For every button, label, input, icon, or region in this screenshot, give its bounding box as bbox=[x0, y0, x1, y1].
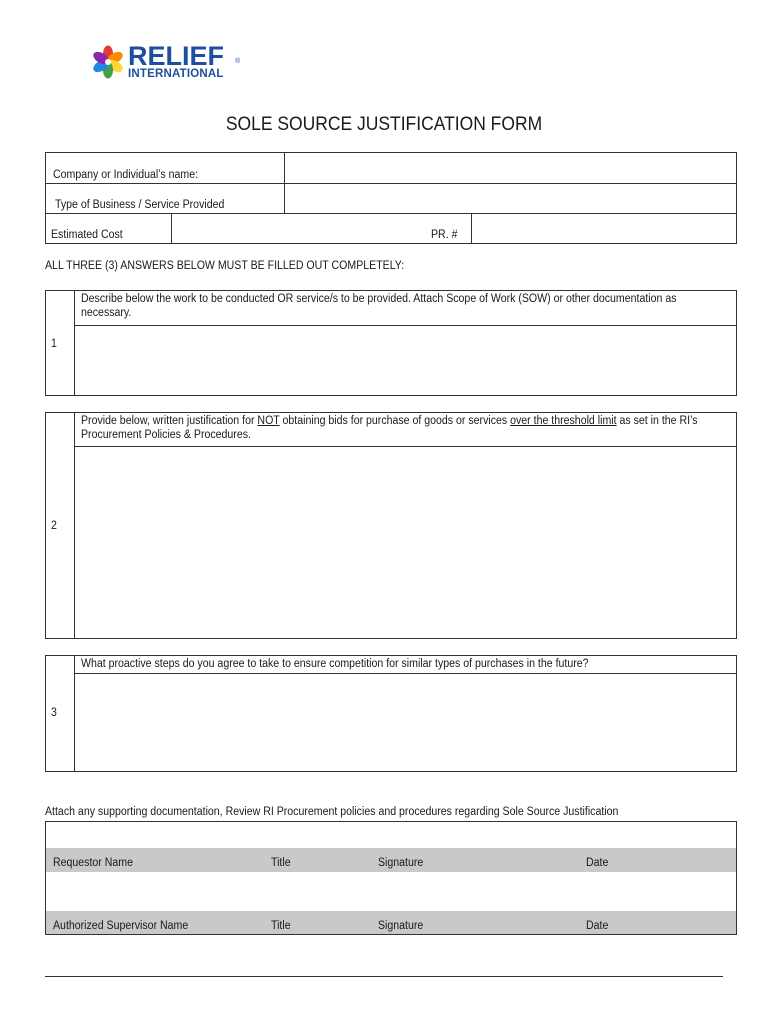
requestor-name-label: Requestor Name bbox=[53, 857, 133, 869]
question-2-text bbox=[81, 414, 725, 442]
supervisor-date-label: Date bbox=[586, 920, 609, 932]
pr-number-field[interactable] bbox=[473, 215, 735, 243]
supervisor-entry-field[interactable] bbox=[46, 873, 736, 910]
business-type-label: Type of Business / Service Provided bbox=[55, 199, 225, 211]
question-2-text-not: NOT bbox=[257, 415, 280, 427]
form-title: SOLE SOURCE JUSTIFICATION FORM bbox=[225, 114, 543, 135]
logo-flower-icon bbox=[90, 44, 126, 80]
question-2-answer-field[interactable] bbox=[76, 448, 735, 637]
logo-word-international: INTERNATIONAL bbox=[128, 68, 224, 80]
question-1-number: 1 bbox=[51, 338, 57, 350]
question-1-text: Describe below the work to be conducted OR service/s to be provided. Attach Scope of Work (SOW) or other documentation as necessary. bbox=[81, 293, 677, 319]
requestor-date-label: Date bbox=[586, 857, 609, 869]
company-name-field[interactable] bbox=[286, 154, 735, 182]
logo-word-relief: RELIEF bbox=[128, 41, 225, 71]
estimated-cost-field[interactable] bbox=[173, 215, 428, 243]
attach-note: Attach any supporting documentation, Review RI Procurement policies and procedures regarding Sole Source Justification bbox=[45, 806, 619, 818]
estimated-cost-label: Estimated Cost bbox=[51, 229, 123, 241]
supervisor-signature-label: Signature bbox=[378, 920, 424, 932]
requestor-entry-field[interactable] bbox=[46, 822, 736, 847]
question-3-answer-field[interactable] bbox=[76, 675, 735, 770]
company-name-label: Company or Individual’s name: bbox=[53, 169, 199, 181]
instruction-text: ALL THREE (3) ANSWERS BELOW MUST BE FILLED OUT COMPLETELY: bbox=[45, 260, 405, 272]
supervisor-title-label: Title bbox=[271, 920, 291, 932]
supervisor-name-label: Authorized Supervisor Name bbox=[53, 920, 189, 932]
question-2-text-part: as set in the RI’s Procurement Policies & Procedures. bbox=[81, 415, 698, 441]
question-2-number: 2 bbox=[51, 520, 57, 532]
question-3-number: 3 bbox=[51, 707, 57, 719]
requestor-signature-label: Signature bbox=[378, 857, 424, 869]
question-2-text-threshold: over the threshold limit bbox=[510, 415, 617, 427]
footer-divider bbox=[45, 976, 723, 977]
pr-number-label: PR. # bbox=[431, 229, 458, 241]
relief-international-logo bbox=[90, 42, 250, 82]
business-type-field[interactable] bbox=[286, 185, 735, 212]
question-1-answer-field[interactable] bbox=[76, 327, 735, 394]
question-2-text-part: obtaining bids for purchase of goods or services bbox=[279, 415, 511, 427]
question-2-text-part: Provide below, written justification for bbox=[81, 415, 258, 427]
question-3-text: What proactive steps do you agree to take to ensure competition for similar types of purchases in the future? bbox=[81, 658, 589, 670]
requestor-title-label: Title bbox=[271, 857, 291, 869]
logo-registered-mark: ® bbox=[235, 58, 241, 65]
